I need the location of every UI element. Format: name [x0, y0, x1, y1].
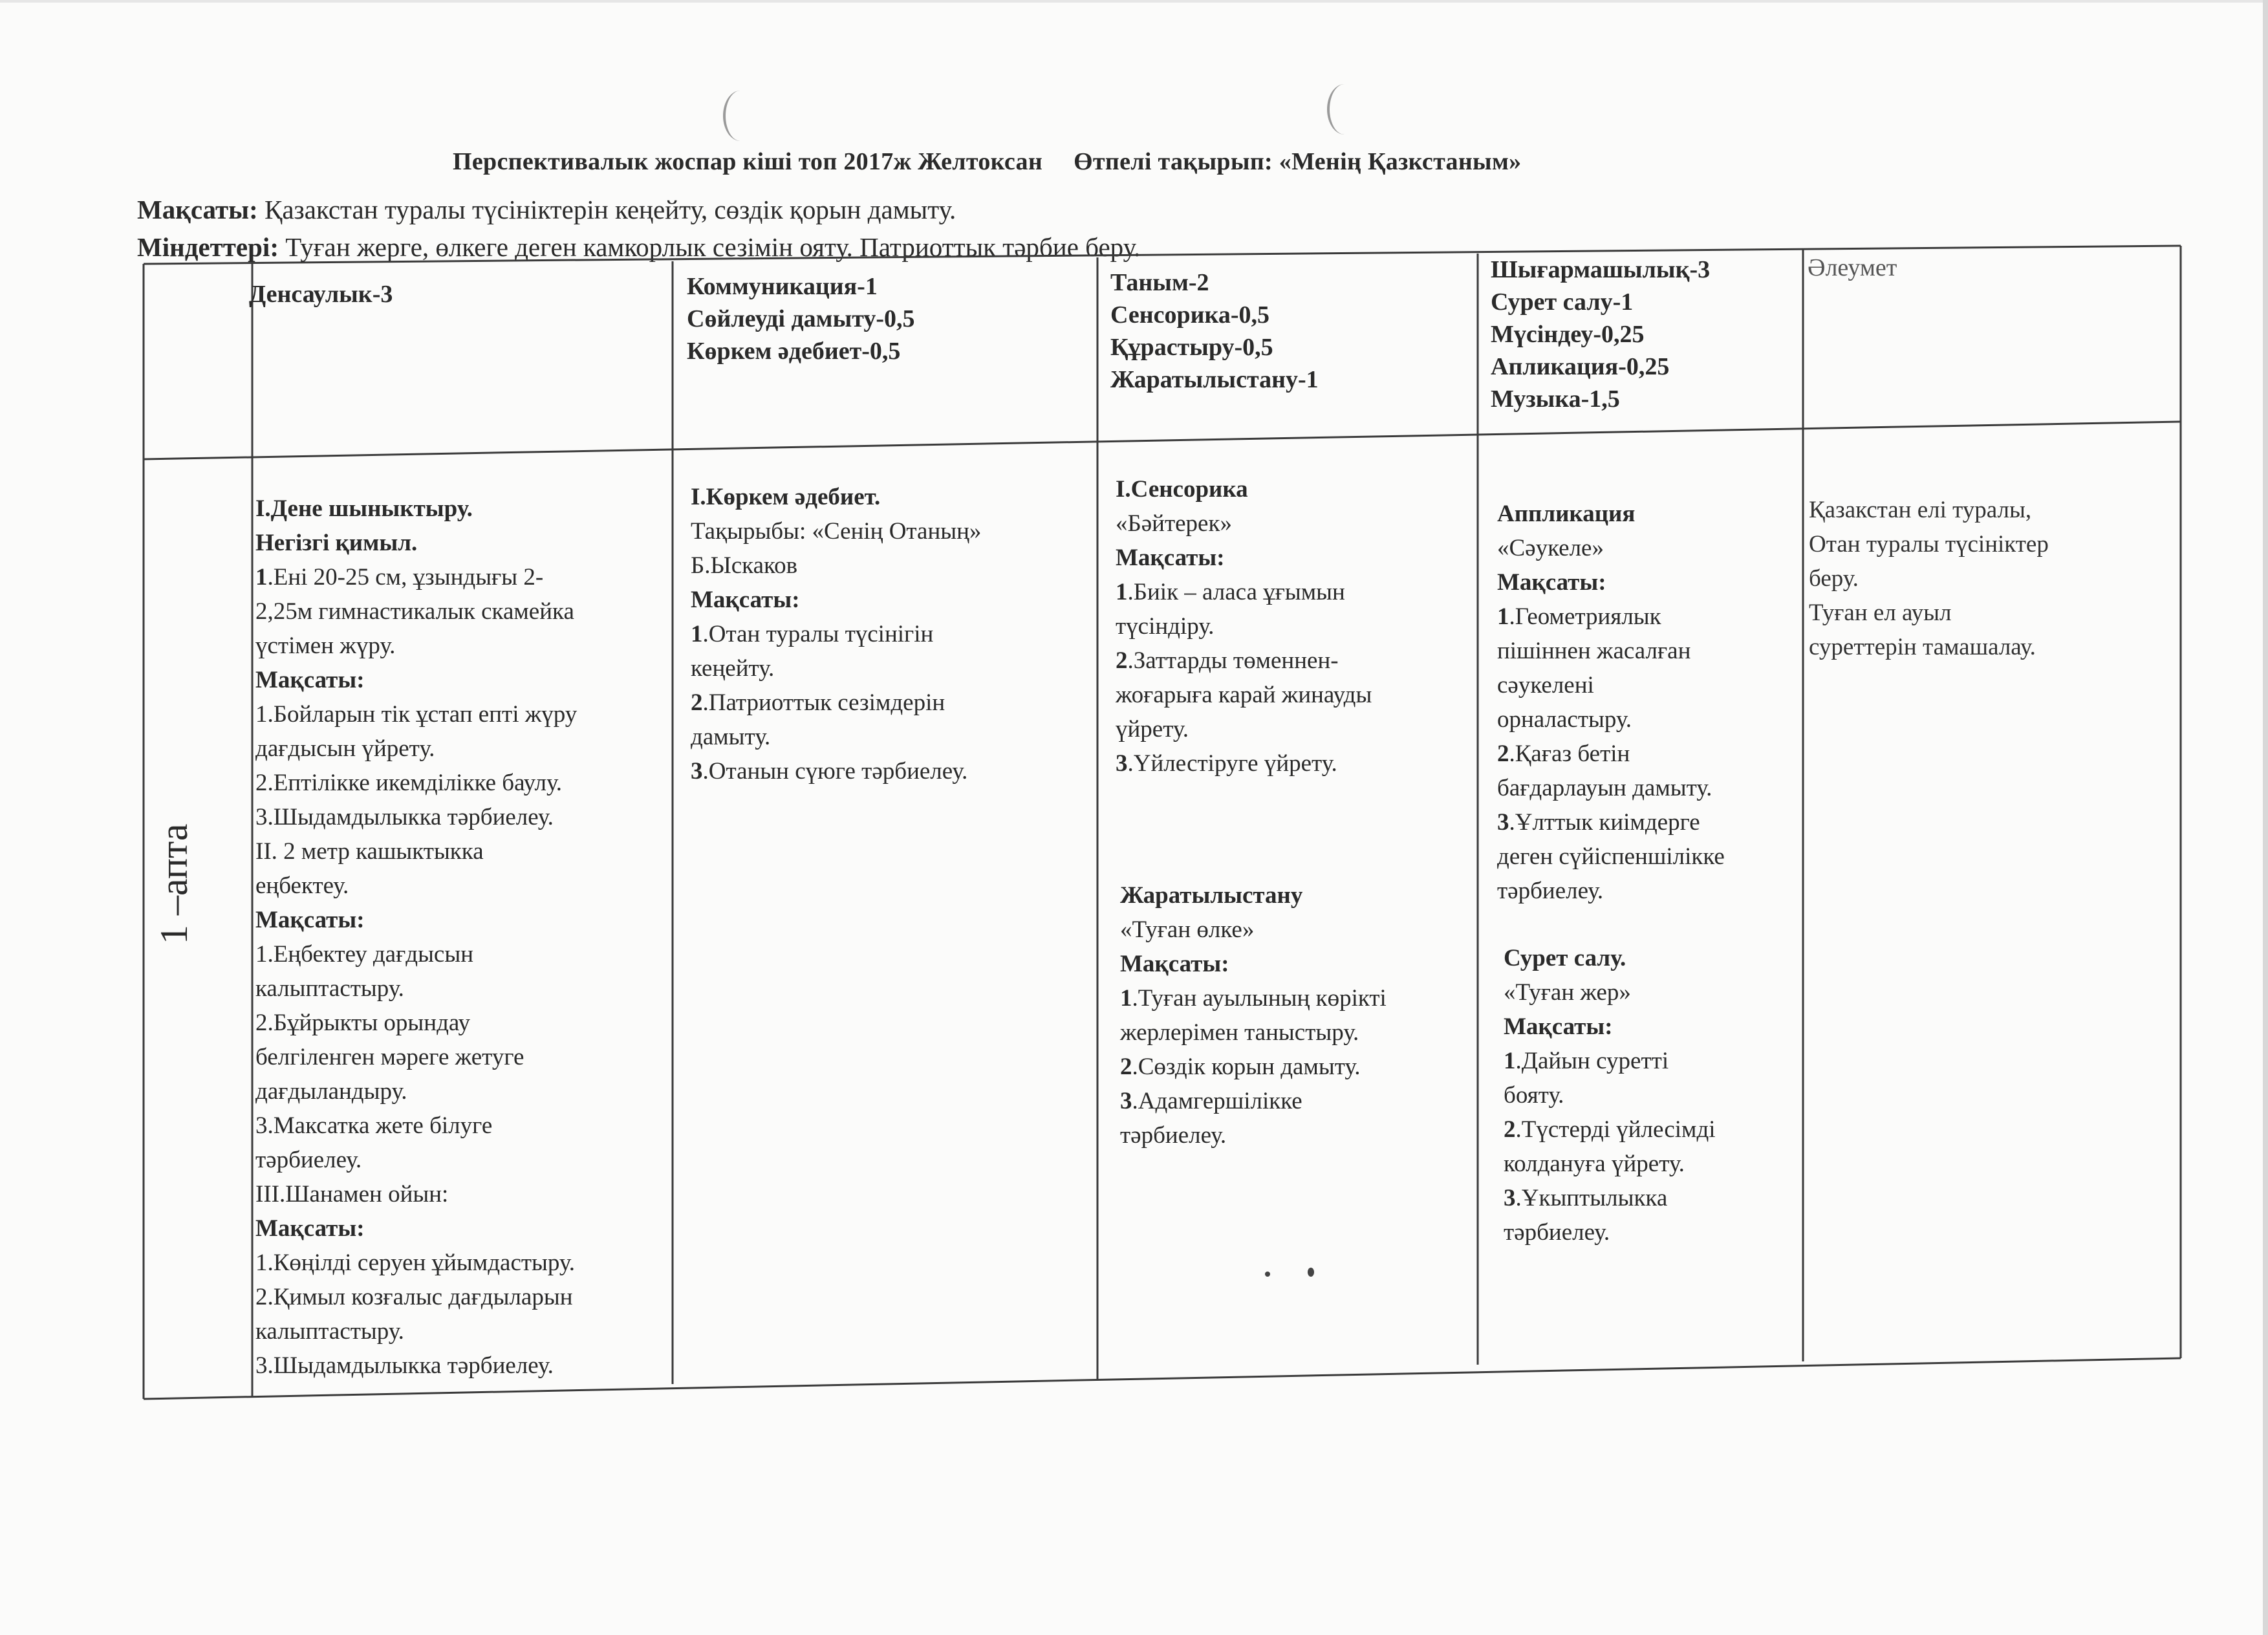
line-text: Жаратылыстану: [1120, 882, 1303, 909]
line-text: .Ұкыптылыкка: [1515, 1185, 1668, 1211]
header-creativity: [1491, 254, 1710, 415]
item-number: 1: [1120, 985, 1132, 1012]
line-text: дамыту.: [691, 724, 771, 750]
line-text: ІІІ.Шанамен ойын:: [255, 1181, 449, 1207]
text-line: [1504, 1181, 1716, 1215]
text-line: [255, 1211, 577, 1246]
line-text: дағдысын үйрету.: [255, 735, 435, 762]
text-line: [1120, 947, 1387, 981]
text-line: [1809, 630, 2049, 664]
line-text: .Ені 20-25 см, ұзындығы 2-: [267, 564, 544, 590]
line-text: І.Сенсорика: [1116, 476, 1248, 503]
header-line: Сөйлеуді дамыту-0,5: [687, 305, 915, 332]
text-line: [1497, 771, 1725, 805]
plan-title: Перспективалык жоспар кіші топ 2017ж Желтоксан: [453, 148, 1043, 175]
text-line: [255, 731, 577, 766]
line-text: 3.Максатка жете білуге: [255, 1112, 493, 1139]
line-text: .Сөздік корын дамыту.: [1132, 1054, 1361, 1080]
line-text: Аппликация: [1497, 501, 1636, 527]
text-line: [1497, 565, 1725, 600]
text-line: [691, 583, 981, 617]
header-line: Құрастыру-0,5: [1110, 334, 1273, 361]
text-line: [255, 903, 577, 937]
line-text: .Адамгершілікке: [1132, 1088, 1302, 1114]
text-line: [1504, 1078, 1716, 1112]
text-line: [1116, 712, 1372, 746]
goal-text: Қазакстан туралы түсініктерін кеңейту, сөздік қорын дамыту.: [257, 195, 956, 224]
line-text: Мақсаты:: [1497, 569, 1606, 596]
line-text: .Туған ауылының көрікті: [1132, 985, 1387, 1012]
social-cell: [1809, 493, 2049, 664]
scan-speck: [1308, 1268, 1314, 1277]
header-line: Шығармашылық-3: [1491, 256, 1711, 283]
line-text: Мақсаты:: [255, 667, 365, 693]
line-text: жерлерімен таныстыру.: [1120, 1019, 1359, 1046]
line-text: Сурет салу.: [1504, 945, 1626, 971]
item-number: 2: [1116, 647, 1128, 674]
line-text: тәрбиелеу.: [1497, 878, 1604, 904]
line-text: .Түстерді үйлесімді: [1515, 1116, 1716, 1143]
cognition-nature-cell: [1120, 878, 1387, 1153]
text-line: [255, 560, 577, 594]
line-text: Қазакстан елі туралы,: [1809, 497, 2032, 523]
text-line: [1809, 527, 2049, 561]
text-line: [691, 480, 981, 514]
item-number: 1: [1116, 579, 1128, 605]
line-text: колдануға үйрету.: [1504, 1151, 1685, 1177]
text-line: [1116, 609, 1372, 644]
line-text: І.Дене шыныктыру.: [255, 495, 473, 522]
line-text: деген сүйіспеншілікке: [1497, 843, 1725, 870]
item-number: 3: [691, 758, 703, 785]
goal-label: Мақсаты:: [137, 195, 258, 224]
tasks-label: Міндеттері:: [137, 232, 279, 262]
line-text: .Геометриялык: [1509, 603, 1661, 630]
line-text: үстімен жүру.: [255, 633, 396, 659]
text-line: [255, 594, 577, 629]
text-line: [255, 1314, 577, 1348]
header-line: Жаратылыстану-1: [1110, 366, 1319, 393]
line-text: Мақсаты:: [691, 587, 800, 613]
text-line: [1809, 596, 2049, 630]
line-text: калыптастыру.: [255, 975, 404, 1002]
line-text: .Қағаз бетін: [1509, 741, 1630, 767]
header-line: Музыка-1,5: [1491, 385, 1620, 413]
scan-speck: [1265, 1272, 1270, 1277]
text-line: [255, 1246, 577, 1280]
text-line: [255, 629, 577, 663]
cognition-sensory-cell: [1116, 472, 1372, 781]
text-line: [255, 663, 577, 697]
line-text: Мақсаты:: [1504, 1013, 1613, 1040]
item-number: 2: [1504, 1116, 1516, 1143]
line-text: «Бәйтерек»: [1116, 510, 1232, 537]
text-line: [1116, 678, 1372, 712]
header-health-label: Денсаулык-3: [249, 281, 393, 308]
item-number: 3: [1504, 1185, 1516, 1211]
header-social-label: Әлеумет: [1808, 254, 1897, 281]
creativity-drawing-cell: [1504, 941, 1716, 1250]
line-text: түсіндіру.: [1116, 613, 1215, 640]
text-line: [691, 720, 981, 754]
line-text: еңбектеу.: [255, 872, 349, 899]
text-line: [1120, 878, 1387, 913]
text-line: [1504, 1215, 1716, 1250]
line-text: калыптастыру.: [255, 1318, 404, 1345]
text-line: [255, 1143, 577, 1177]
line-text: дағдыландыру.: [255, 1078, 407, 1105]
text-line: [255, 937, 577, 971]
header-social: [1808, 254, 1897, 282]
item-number: 2: [1120, 1054, 1132, 1080]
header-line: Көркем әдебиет-0,5: [687, 338, 901, 365]
text-line: [691, 651, 981, 686]
line-text: 3.Шыдамдылыкка тәрбиелеу.: [255, 1352, 554, 1379]
text-line: [1504, 975, 1716, 1010]
text-line: [255, 834, 577, 869]
text-line: [255, 1074, 577, 1109]
text-line: [1120, 1084, 1387, 1118]
line-text: сәукелені: [1497, 672, 1594, 698]
tasks-text: Туған жерге, өлкеге деген камкорлык сезімін ояту. Патриоттык тәрбие беру.: [278, 232, 1141, 262]
text-line: [255, 492, 577, 526]
text-line: [255, 1006, 577, 1040]
line-text: 2,25м гимнастикалык скамейка: [255, 598, 574, 625]
line-text: 2.Бұйрыкты орындау: [255, 1010, 470, 1036]
week-label: 1 –апта: [153, 823, 195, 944]
text-line: [1504, 1112, 1716, 1147]
line-text: 2.Ептілікке икемділікке баулу.: [255, 770, 563, 796]
line-text: 1.Көңілді серуен ұйымдастыру.: [255, 1250, 575, 1276]
line-text: Мақсаты:: [1120, 951, 1229, 977]
text-line: [691, 617, 981, 651]
line-text: Отан туралы түсініктер: [1809, 531, 2049, 558]
text-line: [1116, 506, 1372, 541]
text-line: [1504, 1044, 1716, 1078]
line-text: беру.: [1809, 565, 1859, 592]
text-line: [1497, 531, 1725, 565]
text-line: [1497, 634, 1725, 668]
text-line: [1120, 1015, 1387, 1050]
text-line: [255, 1177, 577, 1211]
line-text: І.Көркем әдебиет.: [691, 484, 881, 510]
communication-cell: [691, 480, 981, 788]
line-text: 2.Қимыл козғалыс дағдыларын: [255, 1284, 573, 1310]
text-line: [255, 1280, 577, 1314]
line-text: .Ұлттык киімдерге: [1509, 809, 1700, 836]
line-text: Мақсаты:: [255, 1215, 365, 1242]
line-text: 1.Бойларын тік ұстап епті жүру: [255, 701, 578, 728]
text-line: [1116, 644, 1372, 678]
text-line: [1809, 561, 2049, 596]
text-line: [1497, 737, 1725, 771]
text-line: [691, 514, 981, 548]
text-line: [1116, 541, 1372, 575]
line-text: «Туған өлке»: [1120, 916, 1255, 943]
line-text: Туған ел ауыл: [1809, 600, 1952, 626]
line-text: бағдарлауын дамыту.: [1497, 775, 1712, 801]
text-line: [1497, 668, 1725, 702]
item-number: 1: [255, 564, 268, 590]
header-line: Апликация-0,25: [1491, 353, 1670, 380]
text-line: [691, 548, 981, 583]
line-text: Б.Ыскаков: [691, 552, 798, 579]
text-line: [1497, 805, 1725, 839]
header-line: Сурет салу-1: [1491, 288, 1634, 316]
creativity-applique-cell: [1497, 497, 1725, 908]
text-line: [255, 971, 577, 1006]
line-text: .Дайын суретті: [1515, 1048, 1669, 1074]
text-line: [255, 1348, 577, 1383]
line-text: тәрбиелеу.: [1120, 1122, 1227, 1149]
line-text: Мақсаты:: [1116, 545, 1225, 571]
line-text: Тақырыбы: «Сенің Отаның»: [691, 518, 982, 545]
line-text: үйрету.: [1116, 716, 1189, 742]
line-text: 3.Шыдамдылыкка тәрбиелеу.: [255, 804, 554, 830]
header-line: Мүсіндеу-0,25: [1491, 321, 1645, 348]
header-cognition: [1110, 266, 1319, 396]
item-number: 1: [1504, 1048, 1516, 1074]
header-line: Коммуникация-1: [687, 273, 878, 300]
theme-title: Өтпелі тақырып: «Менің Қазкстаным»: [1074, 148, 1522, 175]
text-line: [691, 686, 981, 720]
text-line: [255, 697, 577, 731]
line-text: тәрбиелеу.: [255, 1147, 362, 1173]
line-text: «Сәукеле»: [1497, 535, 1604, 561]
text-line: [691, 754, 981, 788]
text-line: [255, 1040, 577, 1074]
text-line: [1116, 746, 1372, 781]
line-text: .Отан туралы түсінігін: [702, 621, 934, 647]
line-text: суреттерін тамашалау.: [1809, 634, 2036, 660]
text-line: [1116, 472, 1372, 506]
item-number: 1: [691, 621, 703, 647]
text-line: [1497, 497, 1725, 531]
item-number: 3: [1116, 750, 1128, 777]
line-text: Мақсаты:: [255, 907, 365, 933]
line-text: белгіленген мәреге жетуге: [255, 1044, 524, 1070]
line-text: .Биік – аласа ұғымын: [1127, 579, 1345, 605]
text-line: [1497, 874, 1725, 908]
header-communication: [687, 270, 915, 367]
line-text: бояту.: [1504, 1082, 1564, 1109]
line-text: 1.Еңбектеу дағдысын: [255, 941, 474, 968]
text-line: [1116, 575, 1372, 609]
line-text: .Патриоттык сезімдерін: [702, 689, 945, 716]
item-number: 3: [1497, 809, 1509, 836]
line-text: .Заттарды төменнен-: [1127, 647, 1339, 674]
header-health: [249, 278, 393, 310]
item-number: 2: [691, 689, 703, 716]
header-line: Таным-2: [1110, 269, 1209, 296]
line-text: Негізгі қимыл.: [255, 530, 418, 556]
text-line: [1504, 1147, 1716, 1181]
item-number: 3: [1120, 1088, 1132, 1114]
text-line: [255, 1109, 577, 1143]
text-line: [1120, 981, 1387, 1015]
health-cell: [255, 492, 577, 1383]
line-text: .Үйлестіруге үйрету.: [1127, 750, 1337, 777]
text-line: [1120, 1118, 1387, 1153]
line-text: тәрбиелеу.: [1504, 1219, 1610, 1246]
header-line: Сенсорика-0,5: [1110, 301, 1270, 329]
text-line: [1497, 600, 1725, 634]
line-text: пішіннен жасалған: [1497, 638, 1691, 664]
text-line: [1809, 493, 2049, 527]
line-text: «Туған жер»: [1504, 979, 1631, 1006]
text-line: [255, 869, 577, 903]
line-text: орналастыру.: [1497, 706, 1632, 733]
item-number: 1: [1497, 603, 1509, 630]
line-text: жоғарыға карай жинауды: [1116, 682, 1372, 708]
line-text: .Отанын сүюге тәрбиелеу.: [702, 758, 968, 785]
text-line: [1497, 839, 1725, 874]
line-text: ІІ. 2 метр кашыктыкка: [255, 838, 484, 865]
text-line: [1497, 702, 1725, 737]
text-line: [255, 800, 577, 834]
text-line: [1504, 941, 1716, 975]
text-line: [1504, 1010, 1716, 1044]
text-line: [255, 766, 577, 800]
item-number: 2: [1497, 741, 1509, 767]
line-text: кеңейту.: [691, 655, 775, 682]
text-line: [1120, 1050, 1387, 1084]
text-line: [255, 526, 577, 560]
text-line: [1120, 913, 1387, 947]
